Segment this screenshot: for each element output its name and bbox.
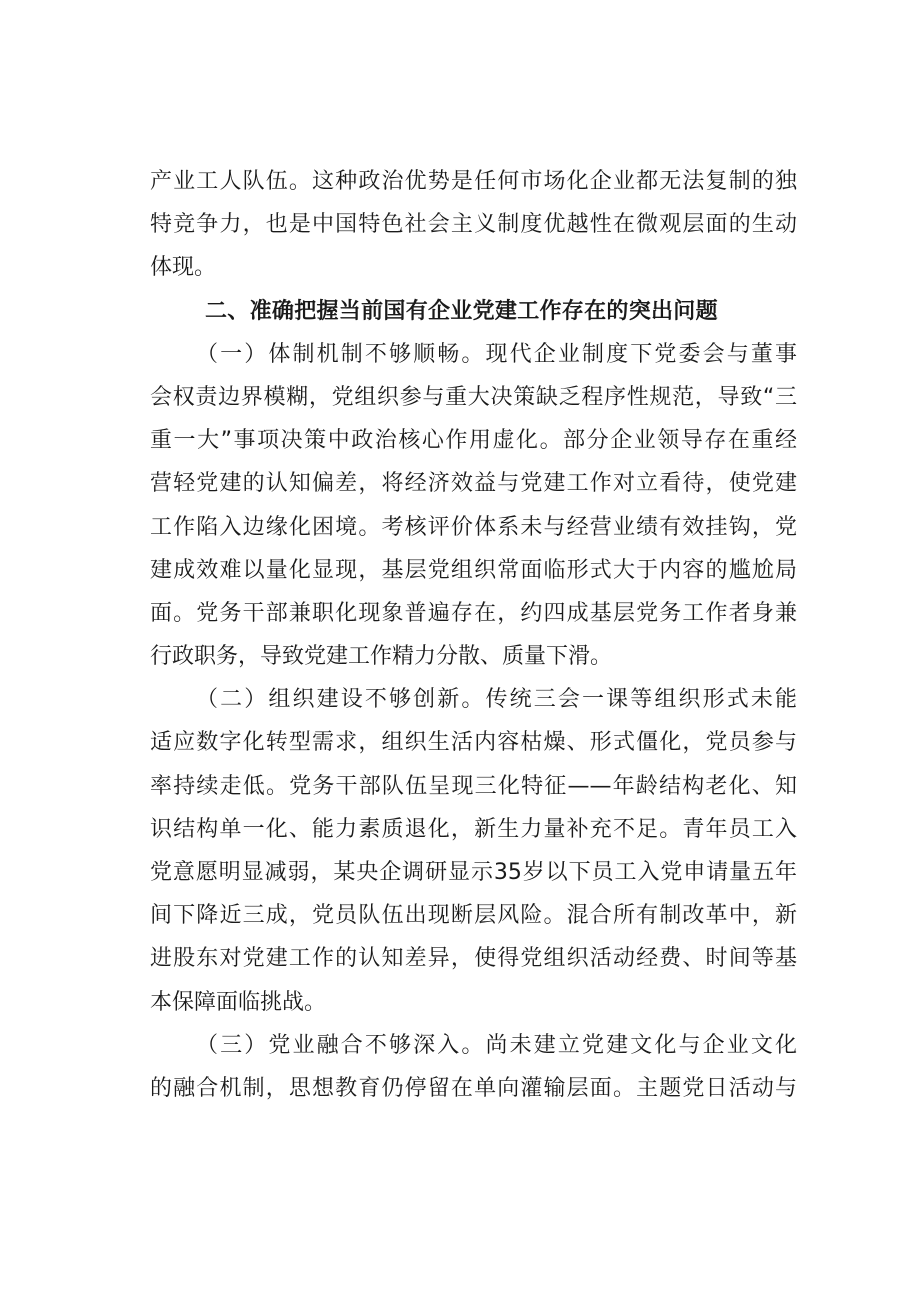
paragraph-line: （二）组织建设不够创新。传统三会一课等组织形式未能 [196, 687, 797, 713]
continuation-paragraph [150, 160, 797, 290]
paragraph-line: 营轻党建的认知偏差，将经济效益与党建工作对立看待，使党建 [150, 471, 797, 497]
document-body [150, 160, 797, 1110]
subsection-3 [150, 1024, 797, 1110]
paragraph-line: 面。党务干部兼职化现象普遍存在，约四成基层党务工作者身兼 [150, 600, 797, 626]
paragraph-line: 产业工人队伍。这种政治优势是任何市场化企业都无法复制的独 [150, 169, 797, 194]
paragraph-line: 间下降近三成，党员队伍出现断层风险。混合所有制改革中，新 [150, 903, 797, 929]
paragraph-line: 会权责边界模糊，党组织参与重大决策缺乏程序性规范，导致“三 [150, 384, 797, 410]
paragraph-line: 体现。 [150, 255, 217, 281]
subsection-2 [150, 678, 797, 1024]
paragraph-line: 重一大”事项决策中政治核心作用虚化。部分企业领导存在重经 [150, 428, 797, 454]
paragraph-line: 进股东对党建工作的认知差异，使得党组织活动经费、时间等基 [150, 946, 797, 972]
paragraph-line: （一）体制机制不够顺畅。现代企业制度下党委会与董事 [196, 341, 797, 367]
paragraph-line: 本保障面临挑战。 [150, 989, 327, 1015]
subsection-1 [150, 333, 797, 679]
paragraph-line: 行政职务，导致党建工作精力分散、质量下滑。 [150, 644, 613, 670]
section-heading: 二、准确把握当前国有企业党建工作存在的突出问题 [205, 298, 718, 324]
paragraph-line: 工作陷入边缘化困境。考核评价体系未与经营业绩有效挂钩，党 [150, 514, 797, 540]
paragraph-line: 特竞争力，也是中国特色社会主义制度优越性在微观层面的生动 [150, 212, 797, 238]
paragraph-line: 适应数字化转型需求，组织生活内容枯燥、形式僵化，党员参与 [150, 730, 797, 756]
paragraph-line: 识结构单一化、能力素质退化，新生力量补充不足。青年员工入 [150, 816, 797, 842]
paragraph-line: 党意愿明显减弱，某央企调研显示35岁以下员工入党申请量五年 [150, 860, 797, 885]
paragraph-line: （三）党业融合不够深入。尚未建立党建文化与企业文化 [196, 1032, 797, 1058]
paragraph-line: 的融合机制，思想教育仍停留在单向灌输层面。主题党日活动与 [150, 1075, 797, 1101]
paragraph-line: 率持续走低。党务干部队伍呈现三化特征——年龄结构老化、知 [150, 773, 797, 799]
paragraph-line: 建成效难以量化显现，基层党组织常面临形式大于内容的尴尬局 [150, 557, 797, 583]
